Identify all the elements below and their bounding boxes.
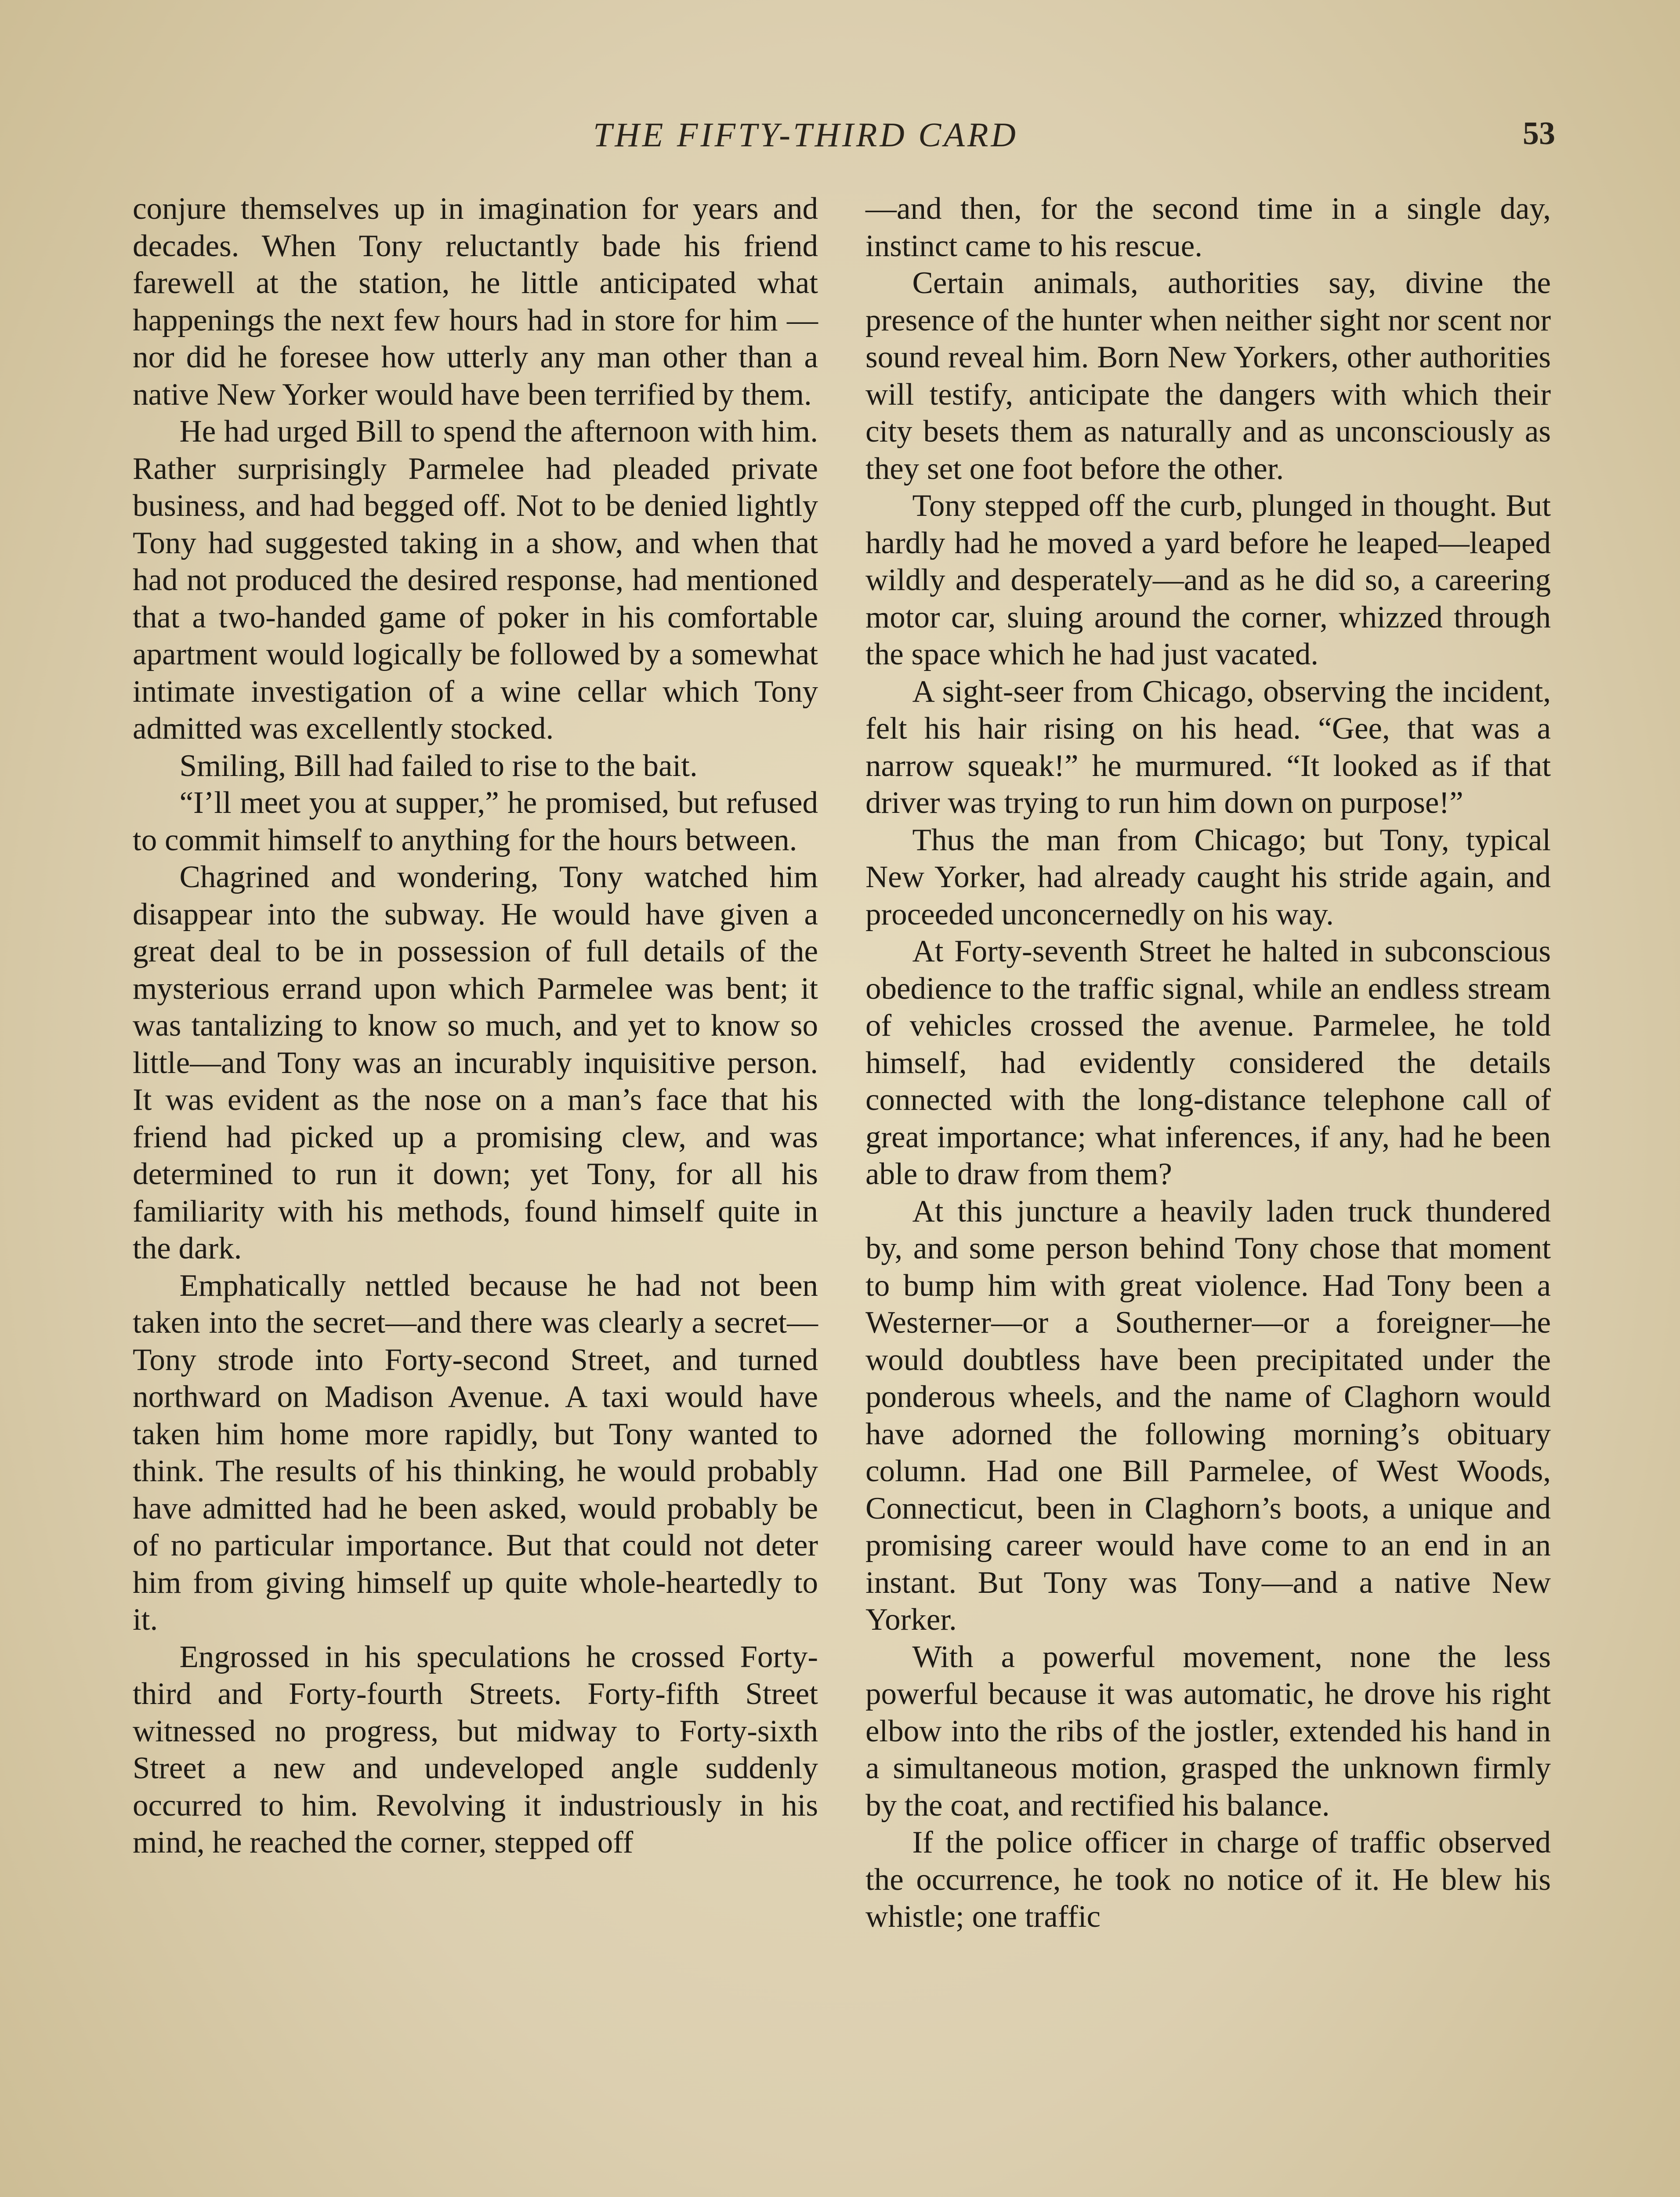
paragraph: Emphatically nettled because he had not been taken into the secret—and there was clearly a secret—Tony strode into Forty-second Street, and turned northward on Madison Avenue. A taxi would have taken him home more rapidly, but Tony wanted to think. The results of his thinking, he would probably have admitted had he been asked, would probably be of no particular importance. But that could not deter him from giving himself up quite whole-heartedly to it.	[133, 1268, 818, 1637]
right-column	[865, 190, 1551, 1936]
paragraph: “I’ll meet you at supper,” he promised, but refused to commit himself to anything for the hours between.	[133, 786, 818, 857]
paragraph: Tony stepped off the curb, plunged in thought. But hardly had he moved a yard before he leaped—leaped wildly and desperately—and as he did so, a careering motor car, sluing around the corner, whizzed through the space which he had just vacated.	[865, 489, 1551, 671]
paragraph: A sight-seer from Chicago, observing the incident, felt his hair rising on his head. “Gee, that was a narrow squeak!” he murmured. “It looked as if that driver was trying to run him down on purpose!”	[865, 674, 1551, 820]
paragraph: Engrossed in his speculations he crossed Forty-third and Forty-fourth Streets. Forty-fifth Street witnessed no progress, but midway to Forty-sixth Street a new and undeveloped angle suddenly occurred to him. Revolving it industriously in his mind, he reached the corner, stepped off	[133, 1639, 818, 1860]
paragraph: —and then, for the second time in a single day, instinct came to his rescue.	[865, 192, 1551, 263]
running-title: THE FIFTY-THIRD CARD	[593, 116, 1018, 154]
page-number: 53	[1523, 116, 1555, 152]
page-header	[132, 115, 1555, 159]
paragraph: Certain animals, authorities say, divine the presence of the hunter when neither sight nor scent nor sound reveal him. Born New Yorkers, other authorities will testify, anticipate the dangers with which their city besets them as naturally and as unconsciously as they set one foot before the other.	[865, 266, 1551, 486]
paragraph: At Forty-seventh Street he halted in subconscious obedience to the traffic signal, while an endless stream of vehicles crossed the avenue. Parmelee, he told himself, had evidently considered the details connected with the long-distance telephone call of great importance; what inferences, if any, had he been able to draw from them?	[865, 934, 1551, 1191]
paragraph: If the police officer in charge of traffic observed the occurrence, he took no notice of it. He blew his whistle; one traffic	[865, 1825, 1551, 1934]
paragraph: He had urged Bill to spend the afternoon with him. Rather surprisingly Parmelee had pleaded private business, and had begged off. Not to be denied lightly Tony had suggested taking in a show, and when that had not produced the desired response, had mentioned that a two-handed game of poker in his comfortable apartment would logically be followed by a somewhat intimate investigation of a wine cellar which Tony admitted was excellently stocked.	[133, 414, 818, 746]
paragraph: At this juncture a heavily laden truck thundered by, and some person behind Tony chose that moment to bump him with great violence. Had Tony been a Westerner—or a Southerner—or a foreigner—he would doubtless have been precipitated under the ponderous wheels, and the name of Claghorn would have adorned the following morning’s obituary column. Had one Bill Parmelee, of West Woods, Connecticut, been in Claghorn’s boots, a unique and promising career would have come to an end in an instant. But Tony was Tony—and a native New Yorker.	[865, 1194, 1551, 1637]
paragraph: conjure themselves up in imagination for years and decades. When Tony reluctantly bade his friend farewell at the station, he little anticipated what happenings the next few hours had in store for him —nor did he foresee how utterly any man other than a native New Yorker would have been terrified by them.	[133, 192, 818, 412]
paragraph: Thus the man from Chicago; but Tony, typical New Yorker, had already caught his stride again, and proceeded unconcernedly on his way.	[865, 823, 1551, 932]
paragraph: With a powerful movement, none the less powerful because it was automatic, he drove his right elbow into the ribs of the jostler, extended his hand in a simultaneous motion, grasped the unknown firmly by the coat, and rectified his balance.	[865, 1639, 1551, 1823]
paragraph: Chagrined and wondering, Tony watched him disappear into the subway. He would have given a great deal to be in possession of full details of the mysterious errand upon which Parmelee was bent; it was tantalizing to know so much, and yet to know so little—and Tony was an incurably inquisitive person. It was evident as the nose on a man’s face that his friend had picked up a promising clew, and was determined to run it down; yet Tony, for all his familiarity with his methods, found himself quite in the dark.	[133, 860, 818, 1265]
left-column	[133, 190, 818, 1861]
paragraph: Smiling, Bill had failed to rise to the bait.	[179, 748, 698, 783]
